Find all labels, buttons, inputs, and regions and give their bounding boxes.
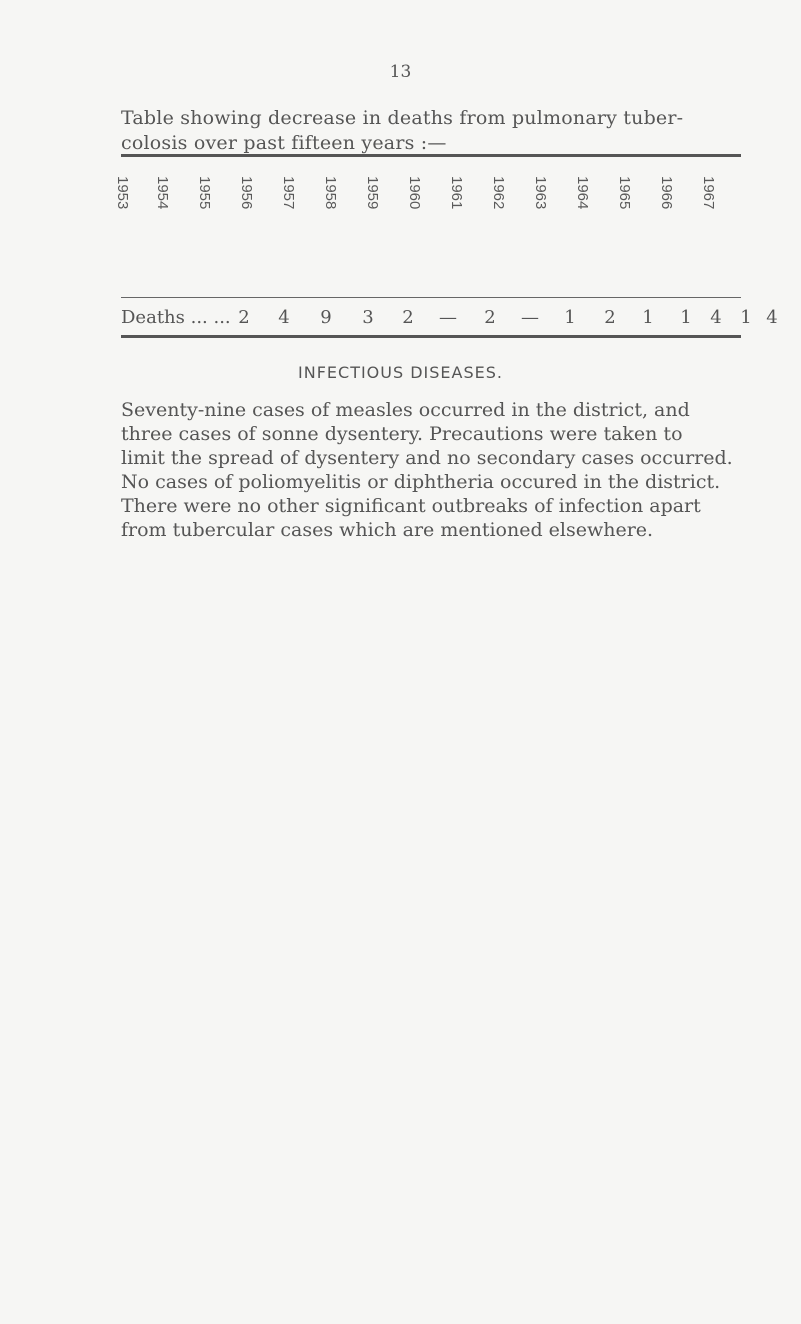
paragraph-line: No cases of poliomyelitis or diphtheria occured in the district. <box>121 471 721 493</box>
table-caption <box>121 106 761 156</box>
year-header-cell: 1954 <box>154 176 171 210</box>
deaths-value: 4 <box>710 307 722 328</box>
table-bottom-rule <box>121 335 741 338</box>
year-header-cell: 1956 <box>238 176 255 210</box>
caption-line: colosis over past fifteen years :— <box>121 132 447 154</box>
year-header-cell: 1957 <box>280 176 297 210</box>
deaths-value: 3 <box>362 307 374 328</box>
year-header-cell: 1965 <box>616 176 633 210</box>
year-header-cell: 1960 <box>406 176 423 210</box>
year-header-cell: 1964 <box>574 176 591 210</box>
paragraph-line: from tubercular cases which are mentioned elsewhere. <box>121 519 654 541</box>
deaths-value: 2 <box>604 307 616 328</box>
deaths-value: 9 <box>320 307 332 328</box>
deaths-value: 1 <box>642 307 654 328</box>
deaths-value: 2 <box>238 307 250 328</box>
year-header-cell: 1966 <box>658 176 675 210</box>
body-paragraph <box>121 398 751 542</box>
year-header-row <box>114 170 741 290</box>
paragraph-line: three cases of sonne dysentery. Precautions were taken to <box>121 423 683 445</box>
deaths-value: — <box>439 307 457 328</box>
paragraph-line: limit the spread of dysentery and no secondary cases occurred. <box>121 447 733 469</box>
deaths-value: 1 <box>564 307 576 328</box>
paragraph-line: There were no other significant outbreaks of infection apart <box>121 495 701 517</box>
year-header-cell: 1967 <box>700 176 717 210</box>
caption-line: Table showing decrease in deaths from pulmonary tuber- <box>121 107 684 129</box>
deaths-value: 2 <box>484 307 496 328</box>
year-header-cell: 1961 <box>448 176 465 210</box>
page-number: 13 <box>389 62 412 82</box>
year-header-cell: 1953 <box>114 176 131 210</box>
year-header-cell: 1955 <box>196 176 213 210</box>
deaths-value: 4 <box>766 307 778 328</box>
year-header-cell: 1959 <box>364 176 381 210</box>
deaths-value: — <box>521 307 539 328</box>
deaths-value: 1 <box>740 307 752 328</box>
section-heading: INFECTIOUS DISEASES. <box>298 363 503 382</box>
year-header-cell: 1962 <box>490 176 507 210</box>
deaths-value: 1 <box>680 307 692 328</box>
year-header-cell: 1963 <box>532 176 549 210</box>
paragraph-line: Seventy-nine cases of measles occurred in the district, and <box>121 399 690 421</box>
deaths-value: 4 <box>278 307 290 328</box>
deaths-value: 2 <box>402 307 414 328</box>
year-header-cell: 1958 <box>322 176 339 210</box>
table-top-rule <box>121 154 741 157</box>
deaths-row-label: Deaths ... ... <box>121 307 231 328</box>
header-divider <box>121 297 741 298</box>
